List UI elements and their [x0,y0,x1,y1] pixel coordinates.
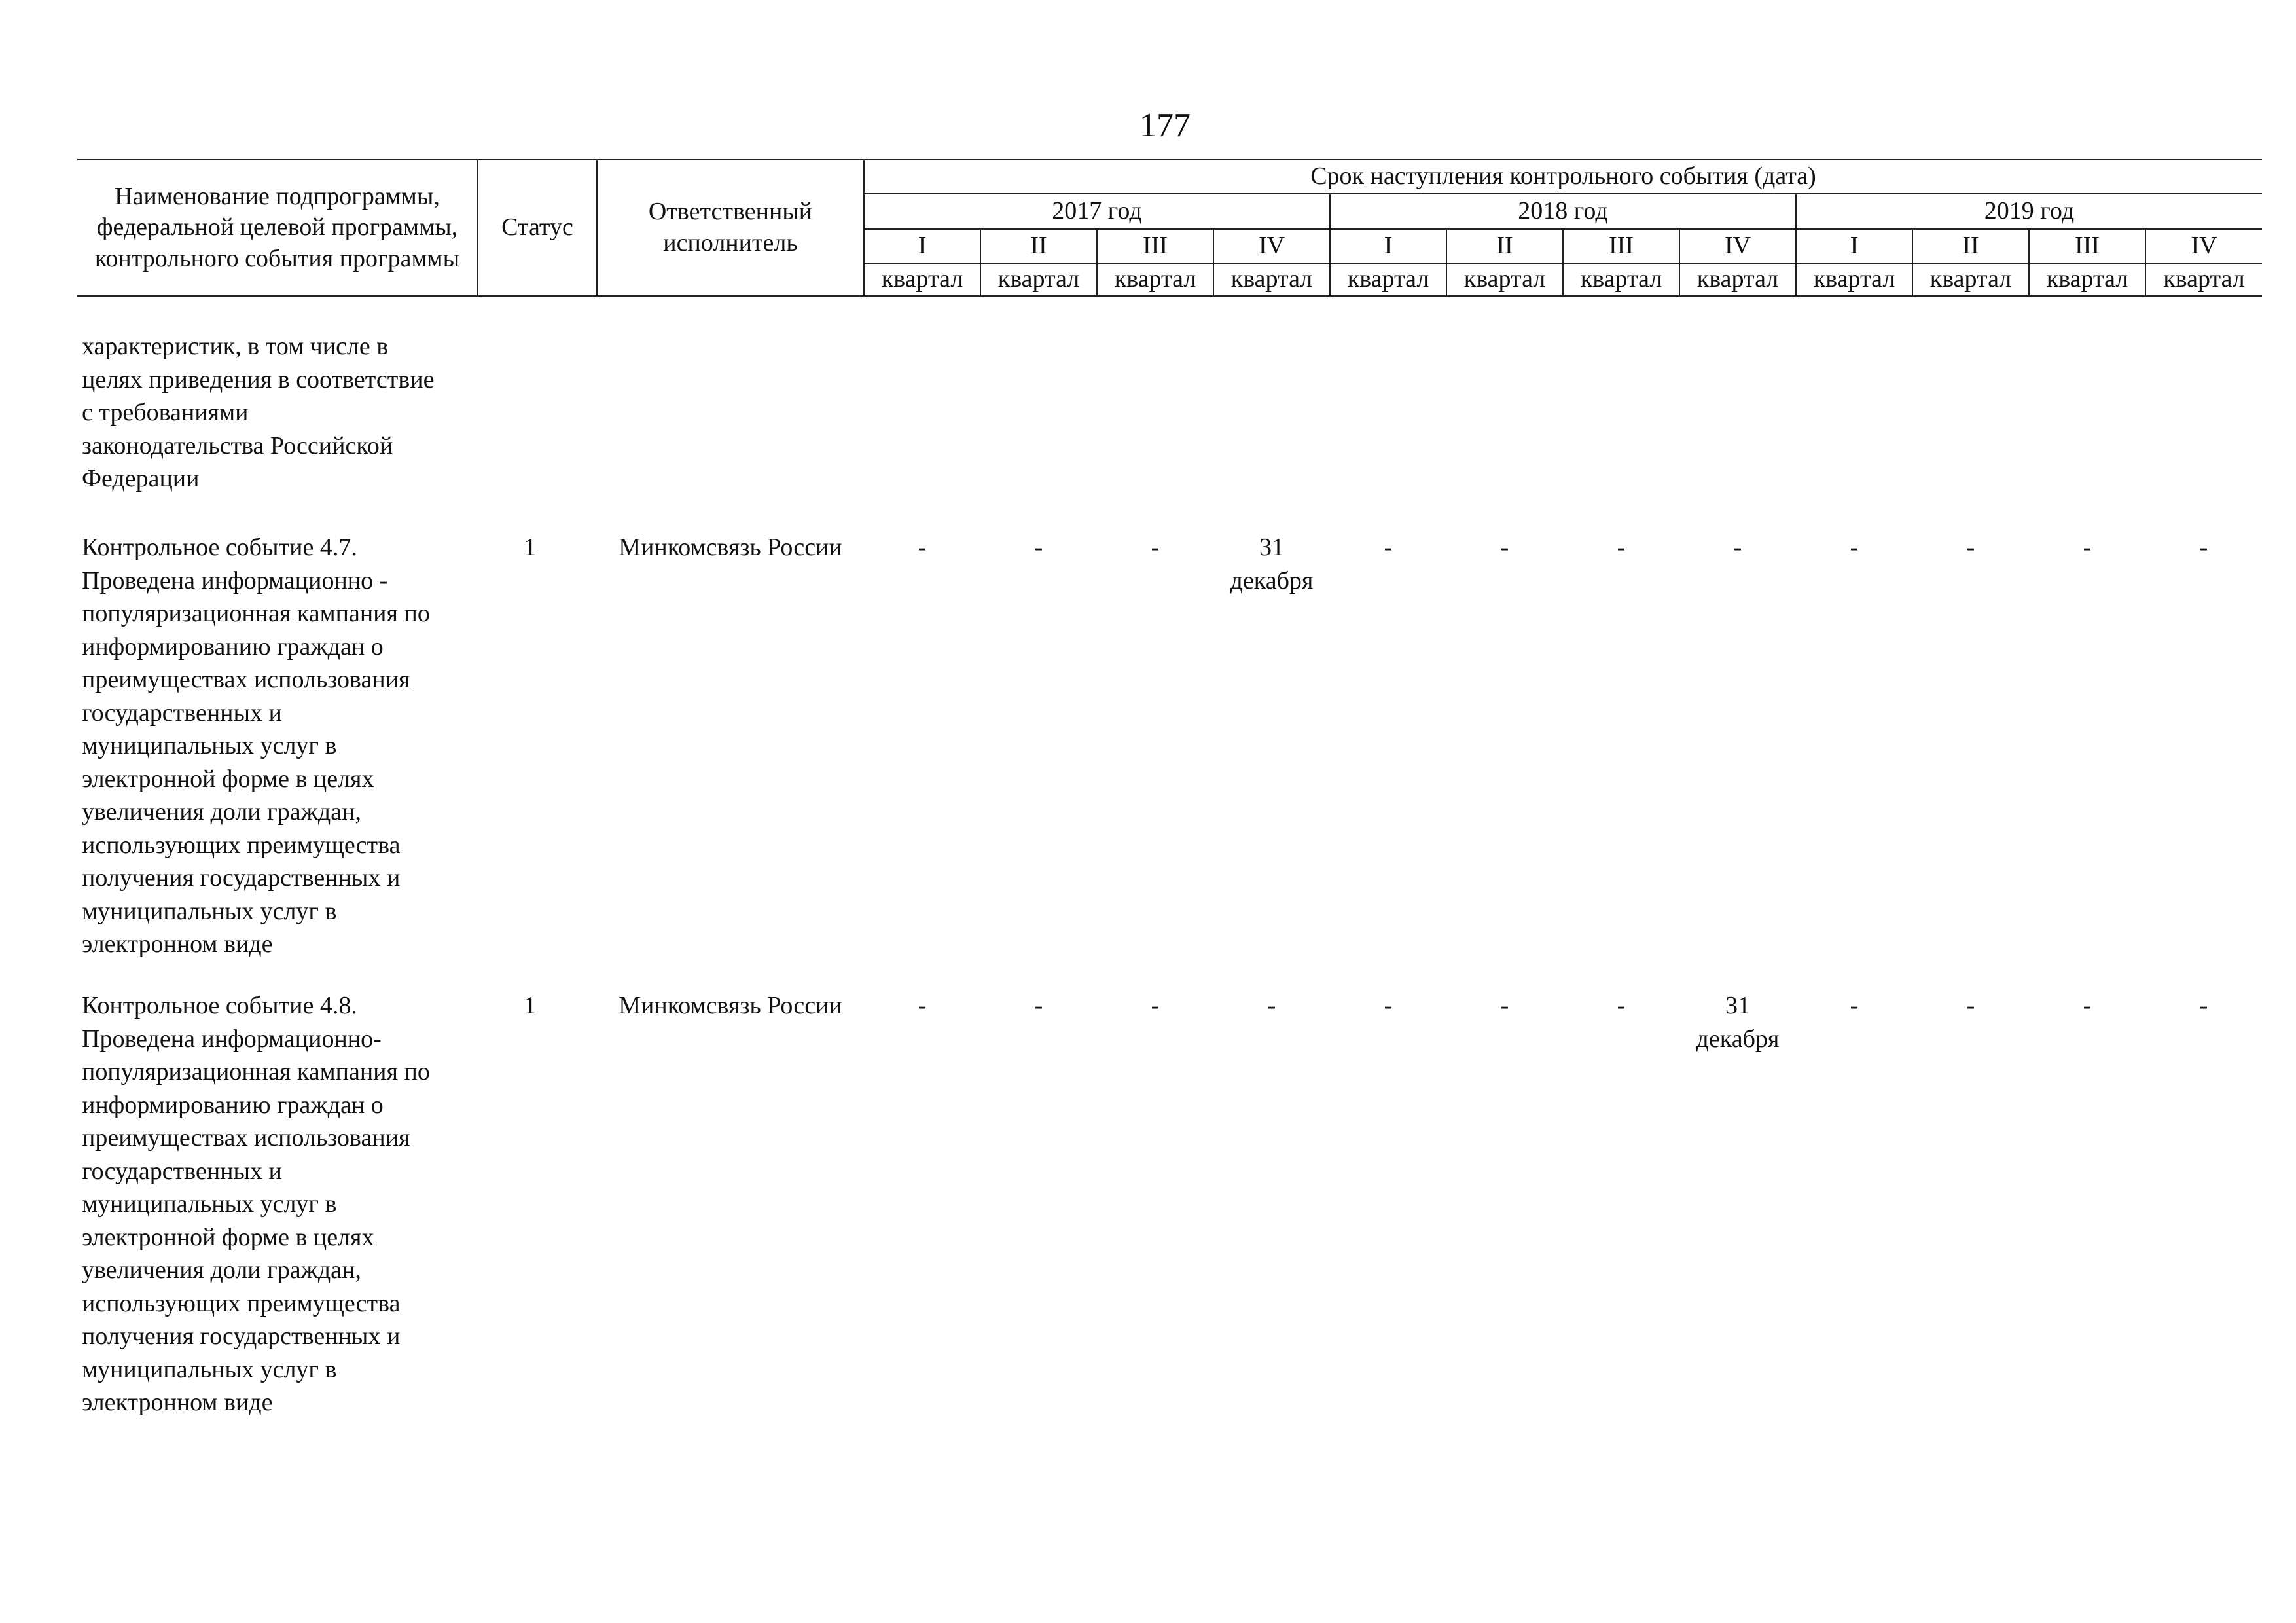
event-name-line: информированию граждан о [82,632,384,661]
quarter-number-header: IV [1213,229,1330,263]
event-quarter-value: - [1617,534,1626,561]
year-header-2018: 2018 год [1330,194,1796,229]
event-quarter-value: - [918,534,927,561]
quarter-word-header: квартал [1679,263,1796,296]
event-quarter-value: - [1151,534,1160,561]
quarter-number-header: II [1912,229,2029,263]
quarter-word-header: квартал [1097,263,1213,296]
event-name-line: преимуществах использования [82,666,410,693]
quarter-word-header: квартал [1796,263,1912,296]
event-name-line: государственных и [82,699,282,727]
event-name-line: муниципальных услуг в [82,1190,337,1218]
event-name-line: электронной форме в целях [82,1223,374,1251]
event-name-line: муниципальных услуг в [82,1355,337,1383]
quarter-word-header: квартал [1446,263,1563,296]
event-quarter-value: - [1850,534,1859,561]
continuation-line: целях приведения в соответствие [82,365,435,393]
event-quarter-value: - [2199,534,2208,561]
event-quarter-value: - [1034,534,1043,561]
event-name-line: Проведена информационно - [82,566,388,594]
quarter-number-header: I [864,229,980,263]
event-name-line: популяризационная кампания по [82,1058,430,1085]
event-quarter-value: - [1267,992,1276,1019]
event-name-line: муниципальных услуг в [82,897,337,925]
deadline-column-header: Срок наступления контрольного события (дата) [864,160,2262,194]
quarter-number-header: II [980,229,1097,263]
quarter-word-header: квартал [1912,263,2029,296]
event-name-line: популяризационная кампания по [82,600,430,627]
event-quarter-value: - [1500,534,1509,561]
event-name-line: муниципальных услуг в [82,732,337,759]
event-quarter-value: - [1617,992,1626,1019]
event-quarter-value: - [1966,992,1975,1019]
quarter-number-header: III [1563,229,1679,263]
event-quarter-value: - [2199,992,2208,1019]
event-quarter-value: - [1151,992,1160,1019]
quarter-word-header: квартал [980,263,1097,296]
quarter-word-header: квартал [1563,263,1679,296]
event-name-line: электронной форме в целях [82,765,374,793]
quarter-word-header: квартал [1213,263,1330,296]
event-quarter-value: 31 декабря [1696,992,1780,1053]
event-name-line: использующих преимущества [82,1289,401,1317]
event-name-line: информированию граждан о [82,1091,384,1119]
page-number: 177 [1139,107,1191,144]
event-executor: Минкомсвязь России [619,992,842,1019]
quarter-number-header: IV [1679,229,1796,263]
event-quarter-value: - [1500,992,1509,1019]
status-column-header: Статус [478,160,597,296]
year-header-2017: 2017 год [864,194,1330,229]
year-header-2019: 2019 год [1796,194,2262,229]
event-quarter-value: - [1733,534,1742,561]
event-name-line: электронном виде [82,1389,273,1416]
event-quarter-value: - [1966,534,1975,561]
name-column-header: Наименование подпрограммы, федеральной целевой программы, контрольного события программы [77,160,478,296]
continuation-line: характеристик, в том числе в [82,333,389,360]
quarter-number-header: III [1097,229,1213,263]
event-quarter-value: - [2083,992,2092,1019]
continuation-line: Федерации [82,465,200,492]
quarter-word-header: квартал [864,263,980,296]
event-quarter-value: - [1034,992,1043,1019]
schedule-table-header [77,159,2262,297]
event-status: 1 [524,992,537,1019]
event-quarter-value: 31 декабря [1230,534,1314,594]
event-status: 1 [524,534,537,561]
event-name-line: использующих преимущества [82,831,401,859]
event-name-line: получения государственных и [82,1322,401,1350]
event-name-line: государственных и [82,1157,282,1185]
quarter-number-header: I [1330,229,1446,263]
quarter-number-header: III [2029,229,2145,263]
event-executor: Минкомсвязь России [619,534,842,561]
event-quarter-value: - [2083,534,2092,561]
event-name-line: увеличения доли граждан, [82,798,361,826]
quarter-word-header: квартал [2145,263,2262,296]
executor-column-header: Ответственный исполнитель [597,160,864,296]
event-name-line: получения государственных и [82,864,401,892]
quarter-number-header: IV [2145,229,2262,263]
quarter-number-header: II [1446,229,1563,263]
continuation-line: с требованиями [82,399,249,426]
event-name-line: увеличения доли граждан, [82,1256,361,1284]
continuation-line: законодательства Российской [82,431,393,460]
quarter-word-header: квартал [2029,263,2145,296]
event-name-line: электронном виде [82,930,273,958]
event-quarter-value: - [1384,534,1393,561]
event-name-line: Контрольное событие 4.7. [82,534,357,561]
quarter-number-header: I [1796,229,1912,263]
event-quarter-value: - [918,992,927,1019]
event-name-line: Проведена информационно- [82,1025,382,1053]
event-name-line: Контрольное событие 4.8. [82,992,357,1019]
quarter-word-header: квартал [1330,263,1446,296]
event-quarter-value: - [1384,992,1393,1019]
event-quarter-value: - [1850,992,1859,1019]
event-name-line: преимуществах использования [82,1124,410,1152]
